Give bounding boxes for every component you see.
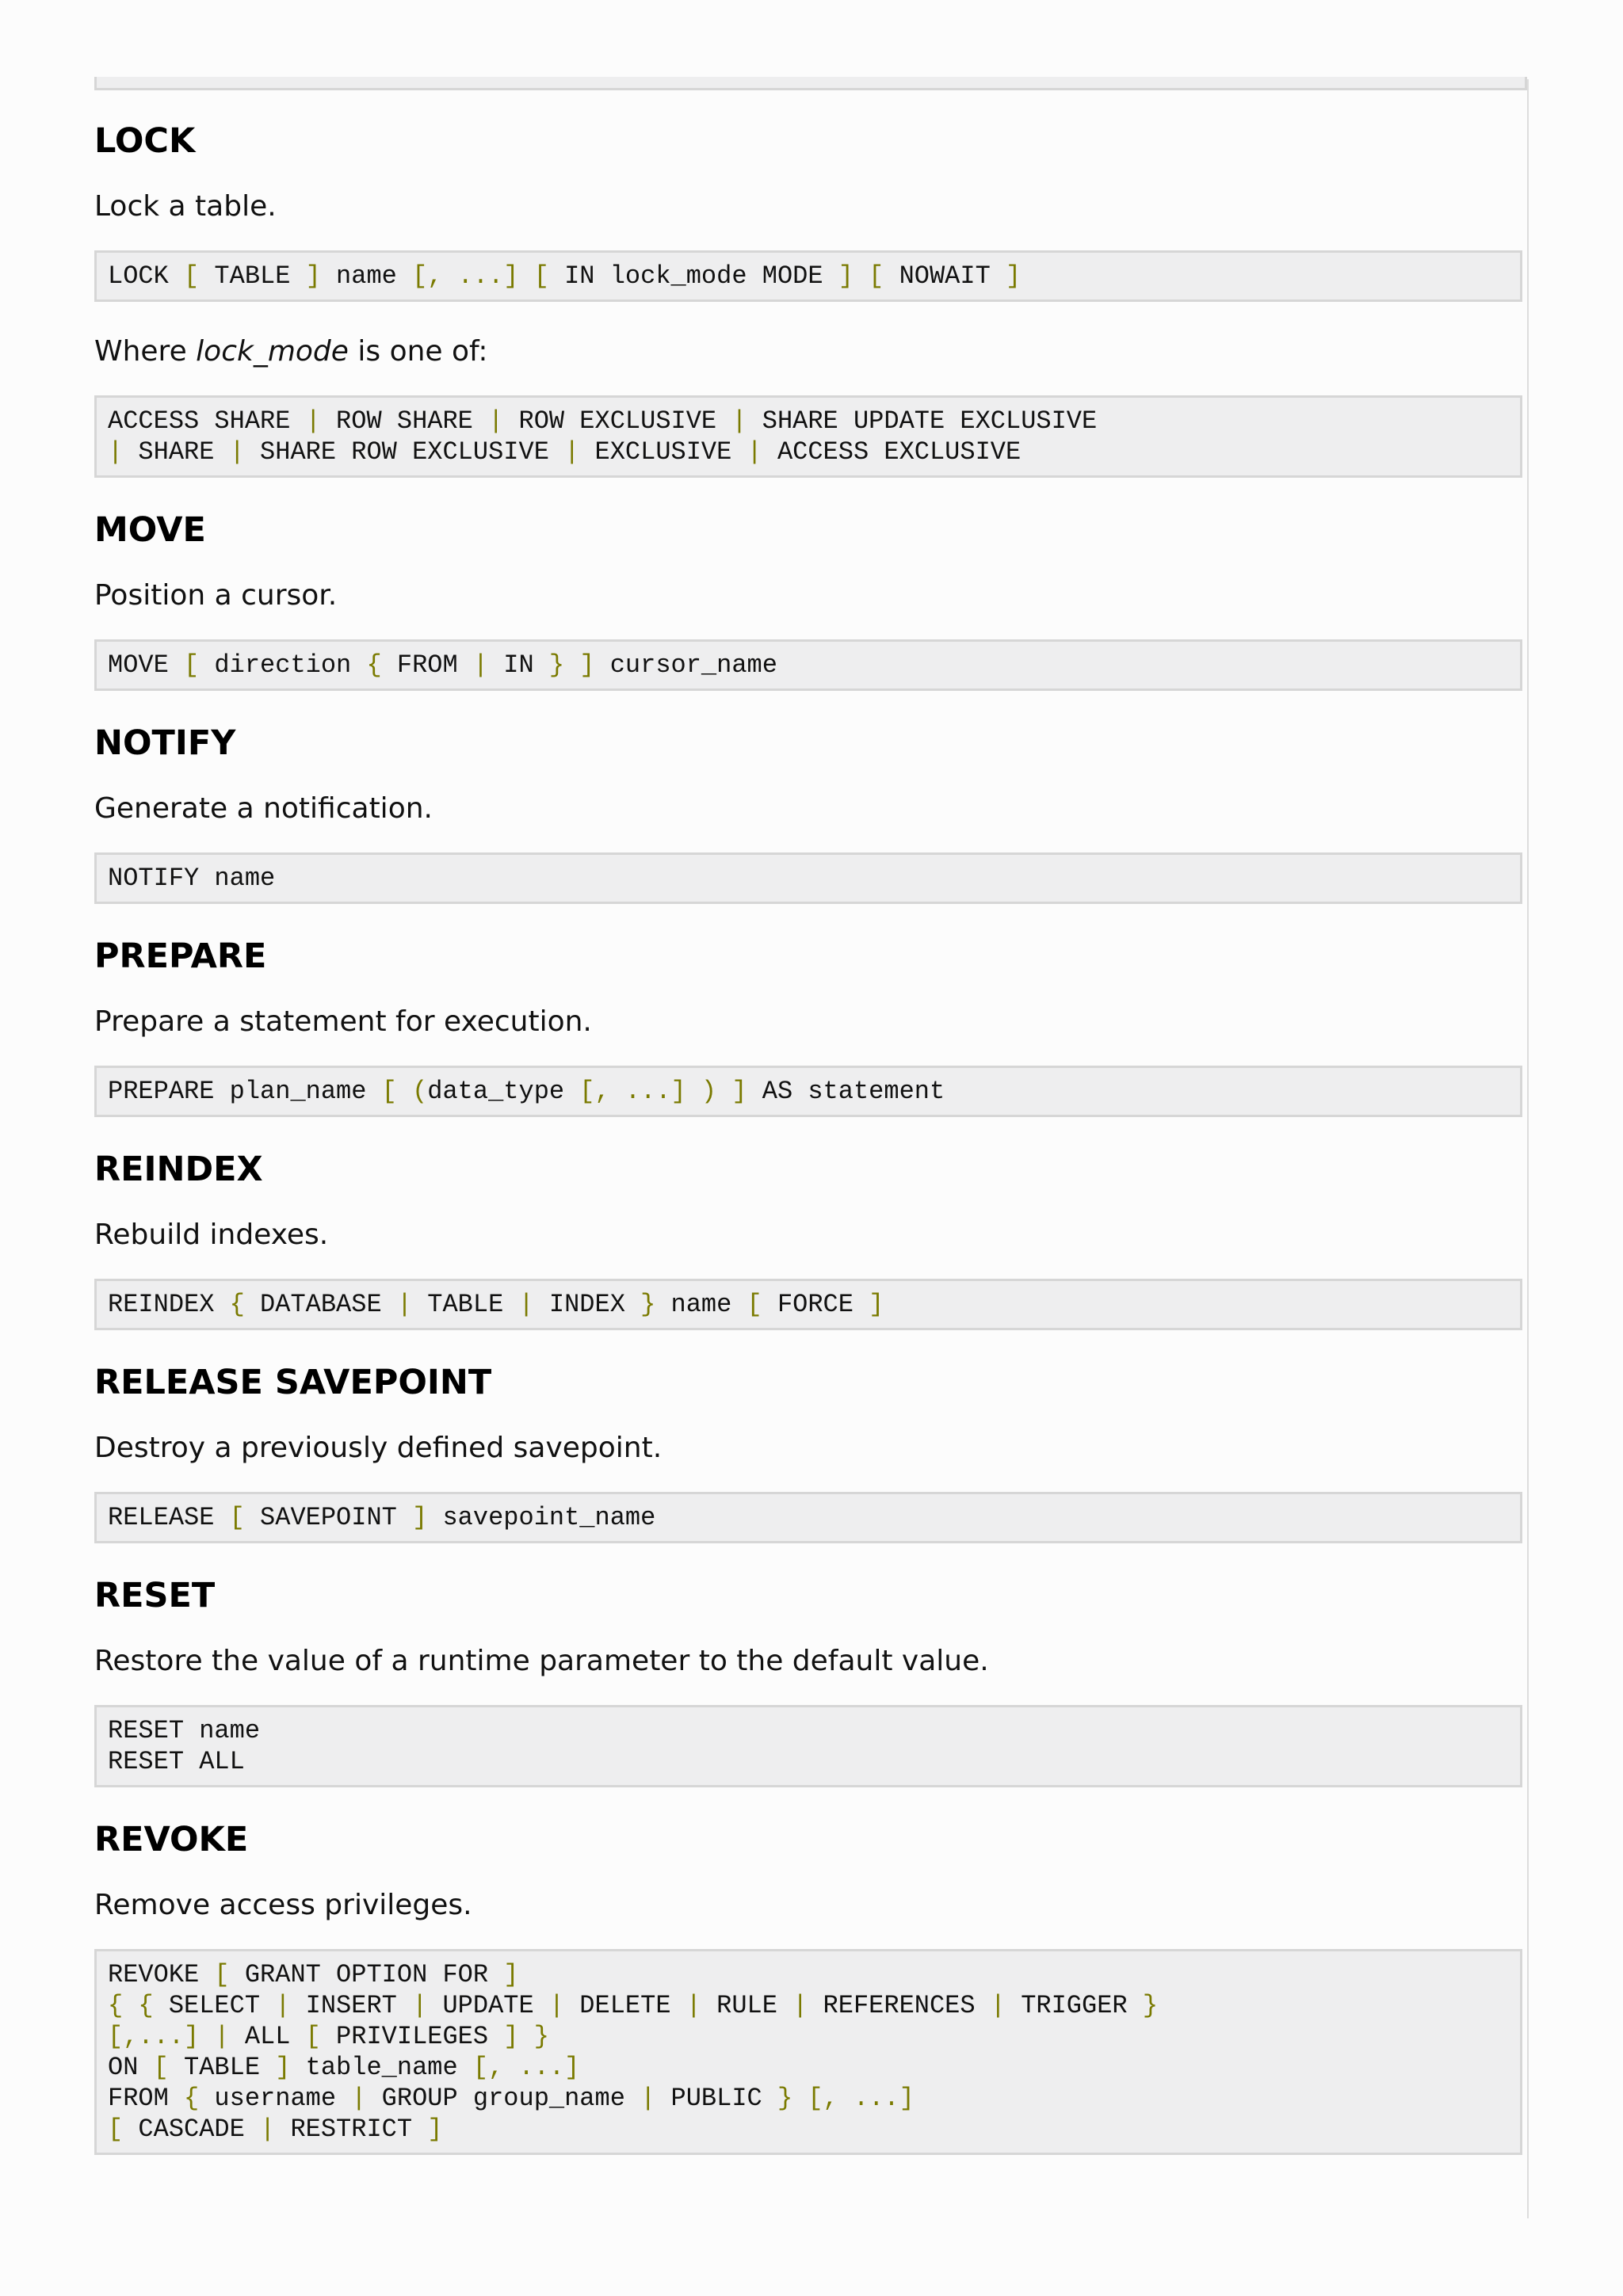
syntax-token: AS statement — [762, 1077, 945, 1106]
syntax-token: ON — [108, 2053, 154, 2082]
syntax-punctuation: [, ...] — [808, 2084, 915, 2113]
syntax-token: username — [214, 2084, 352, 2113]
syntax-token: IN lock_mode MODE — [564, 261, 838, 291]
section-reindex — [94, 1147, 1522, 1330]
syntax-punctuation: [ — [869, 261, 899, 291]
section-description: Rebuild indexes. — [94, 1219, 329, 1251]
syntax-punctuation: | — [260, 2115, 291, 2144]
syntax-punctuation: | — [214, 2022, 245, 2051]
section-heading: REINDEX — [94, 1150, 263, 1189]
syntax-punctuation: ] — [838, 261, 869, 291]
syntax-token: savepoint_name — [442, 1503, 656, 1532]
syntax-token: RESET ALL — [108, 1747, 245, 1776]
syntax-punctuation: ] — [503, 1960, 519, 1989]
syntax-block — [94, 1492, 1522, 1543]
syntax-punctuation: | — [396, 1290, 428, 1319]
syntax-punctuation: ] — [731, 1077, 762, 1106]
syntax-token: FORCE — [777, 1290, 869, 1319]
syntax-token: NOWAIT — [899, 261, 1006, 291]
syntax-punctuation: ] — [869, 1290, 884, 1319]
syntax-punctuation: | — [488, 406, 519, 436]
section-move — [94, 508, 1522, 691]
section-description: Destroy a previously defined savepoint. — [94, 1432, 663, 1464]
syntax-token: UPDATE — [442, 1991, 549, 2020]
syntax-punctuation: | — [412, 1991, 443, 2020]
note-suffix: is one of: — [348, 335, 488, 368]
note-prefix: Where — [94, 335, 197, 368]
syntax-token: FROM — [108, 2084, 185, 2113]
syntax-punctuation: | — [351, 2084, 382, 2113]
section-heading: NOTIFY — [94, 723, 236, 763]
syntax-punctuation: { — [184, 2084, 215, 2113]
syntax-token: REINDEX — [108, 1290, 230, 1319]
section-lock — [94, 119, 1522, 478]
section-notify — [94, 721, 1522, 904]
section-description: Generate a notification. — [94, 792, 433, 825]
syntax-punctuation: ] — [275, 2053, 306, 2082]
syntax-punctuation: { — [138, 1991, 169, 2020]
syntax-punctuation: [ — [184, 261, 215, 291]
section-reset — [94, 1573, 1522, 1787]
syntax-punctuation: | — [229, 437, 261, 467]
syntax-punctuation: [ — [747, 1290, 777, 1319]
syntax-punctuation: [ — [381, 1077, 413, 1106]
syntax-punctuation: | — [275, 1991, 306, 2020]
syntax-token: NOTIFY name — [108, 864, 276, 893]
syntax-token: TABLE — [427, 1290, 519, 1319]
syntax-token: RESTRICT — [290, 2115, 428, 2144]
syntax-block — [94, 1066, 1522, 1117]
syntax-block — [94, 1279, 1522, 1330]
syntax-token: direction — [214, 650, 367, 680]
syntax-block — [94, 1949, 1522, 2155]
section-description: Lock a table. — [94, 190, 277, 223]
section-heading: RELEASE SAVEPOINT — [94, 1363, 492, 1402]
section-heading: LOCK — [94, 121, 196, 161]
syntax-punctuation: | — [792, 1991, 823, 2020]
syntax-punctuation: | — [685, 1991, 717, 2020]
syntax-token: PUBLIC — [670, 2084, 777, 2113]
syntax-punctuation: | — [518, 1290, 549, 1319]
syntax-token: TRIGGER — [1021, 1991, 1143, 2020]
syntax-token: name — [336, 261, 413, 291]
syntax-punctuation: [ — [533, 261, 565, 291]
syntax-block — [94, 639, 1522, 691]
syntax-token: DELETE — [579, 1991, 686, 2020]
section-heading: REVOKE — [94, 1820, 249, 1859]
note-parameter: lock_mode — [196, 335, 349, 368]
syntax-token: SELECT — [168, 1991, 276, 2020]
syntax-punctuation: { — [108, 1991, 139, 2020]
syntax-punctuation: [, ...] — [579, 1077, 701, 1106]
syntax-punctuation: } — [1142, 1991, 1159, 2020]
syntax-token: REFERENCES — [823, 1991, 991, 2020]
syntax-token: CASCADE — [138, 2115, 261, 2144]
syntax-punctuation: ] — [503, 2022, 534, 2051]
page-edge-rule — [1527, 79, 1529, 2218]
syntax-token: EXCLUSIVE — [594, 437, 747, 467]
syntax-token: ALL — [244, 2022, 306, 2051]
syntax-punctuation: | — [472, 650, 504, 680]
syntax-punctuation: ] — [1005, 261, 1022, 291]
section-description: Prepare a statement for execution. — [94, 1005, 592, 1038]
syntax-token: ACCESS SHARE — [108, 406, 306, 436]
syntax-punctuation: { — [229, 1290, 261, 1319]
syntax-punctuation: | — [548, 1991, 580, 2020]
syntax-token: FROM — [396, 650, 473, 680]
syntax-token: IN — [503, 650, 549, 680]
syntax-punctuation: ] — [579, 650, 610, 680]
syntax-punctuation: [ — [214, 1960, 245, 1989]
syntax-punctuation: { — [366, 650, 397, 680]
syntax-punctuation: ( — [412, 1077, 428, 1106]
syntax-punctuation: [ — [305, 2022, 337, 2051]
syntax-punctuation: ) — [701, 1077, 732, 1106]
section-release-savepoint — [94, 1360, 1522, 1543]
section-note — [94, 332, 1522, 372]
syntax-punctuation: | — [108, 437, 139, 467]
syntax-token: name — [670, 1290, 747, 1319]
syntax-token: MOVE — [108, 650, 185, 680]
syntax-punctuation: ] — [305, 261, 337, 291]
lock-mode-options-block — [94, 395, 1522, 478]
syntax-punctuation: [ — [184, 650, 215, 680]
syntax-token: cursor_name — [609, 650, 777, 680]
syntax-token: SHARE UPDATE EXCLUSIVE — [762, 406, 1098, 436]
syntax-token: INDEX — [548, 1290, 641, 1319]
syntax-punctuation: ] — [427, 2115, 443, 2144]
syntax-token: RELEASE — [108, 1503, 230, 1532]
section-description: Remove access privileges. — [94, 1889, 472, 1921]
syntax-token: TABLE — [214, 261, 306, 291]
syntax-token: table_name — [305, 2053, 473, 2082]
syntax-token: DATABASE — [260, 1290, 397, 1319]
syntax-punctuation: | — [640, 2084, 671, 2113]
document-body — [94, 119, 1522, 2218]
syntax-token: RESET name — [108, 1716, 261, 1745]
syntax-block — [94, 1705, 1522, 1787]
syntax-punctuation: [,...] — [108, 2022, 215, 2051]
syntax-punctuation: [ — [153, 2053, 185, 2082]
syntax-token: PREPARE plan_name — [108, 1077, 382, 1106]
section-description: Position a cursor. — [94, 579, 338, 612]
syntax-punctuation: [, ...] — [472, 2053, 580, 2082]
syntax-punctuation: } — [548, 650, 580, 680]
syntax-token: INSERT — [305, 1991, 413, 2020]
syntax-punctuation: [, ...] — [412, 261, 534, 291]
syntax-token: SHARE — [138, 437, 230, 467]
syntax-token: GRANT OPTION FOR — [244, 1960, 504, 1989]
syntax-token: ACCESS EXCLUSIVE — [777, 437, 1022, 467]
syntax-punctuation: ] — [412, 1503, 443, 1532]
syntax-punctuation: } — [533, 2022, 549, 2051]
syntax-token: PRIVILEGES — [336, 2022, 504, 2051]
syntax-token: LOCK — [108, 261, 185, 291]
section-heading: PREPARE — [94, 936, 267, 976]
syntax-token: SHARE ROW EXCLUSIVE — [260, 437, 565, 467]
syntax-punctuation: [ — [108, 2115, 139, 2144]
syntax-punctuation: | — [305, 406, 337, 436]
syntax-punctuation: } — [640, 1290, 671, 1319]
syntax-block — [94, 852, 1522, 904]
section-revoke — [94, 1817, 1522, 2155]
syntax-punctuation: | — [731, 406, 762, 436]
section-heading: RESET — [94, 1576, 216, 1615]
syntax-punctuation: } — [777, 2084, 808, 2113]
syntax-token: REVOKE — [108, 1960, 215, 1989]
syntax-token: RULE — [716, 1991, 793, 2020]
syntax-punctuation: | — [564, 437, 595, 467]
syntax-punctuation: | — [990, 1991, 1022, 2020]
syntax-punctuation: [ — [229, 1503, 261, 1532]
syntax-token: TABLE — [184, 2053, 276, 2082]
syntax-block — [94, 250, 1522, 302]
syntax-punctuation: | — [747, 437, 777, 467]
section-description: Restore the value of a runtime parameter to the default value. — [94, 1645, 989, 1677]
section-prepare — [94, 934, 1522, 1117]
section-heading: MOVE — [94, 510, 206, 550]
syntax-token: SAVEPOINT — [260, 1503, 413, 1532]
syntax-token: ROW EXCLUSIVE — [518, 406, 732, 436]
syntax-token: ROW SHARE — [336, 406, 489, 436]
syntax-token: data_type — [427, 1077, 580, 1106]
syntax-token: GROUP group_name — [381, 2084, 641, 2113]
previous-code-block-fragment — [94, 77, 1527, 90]
